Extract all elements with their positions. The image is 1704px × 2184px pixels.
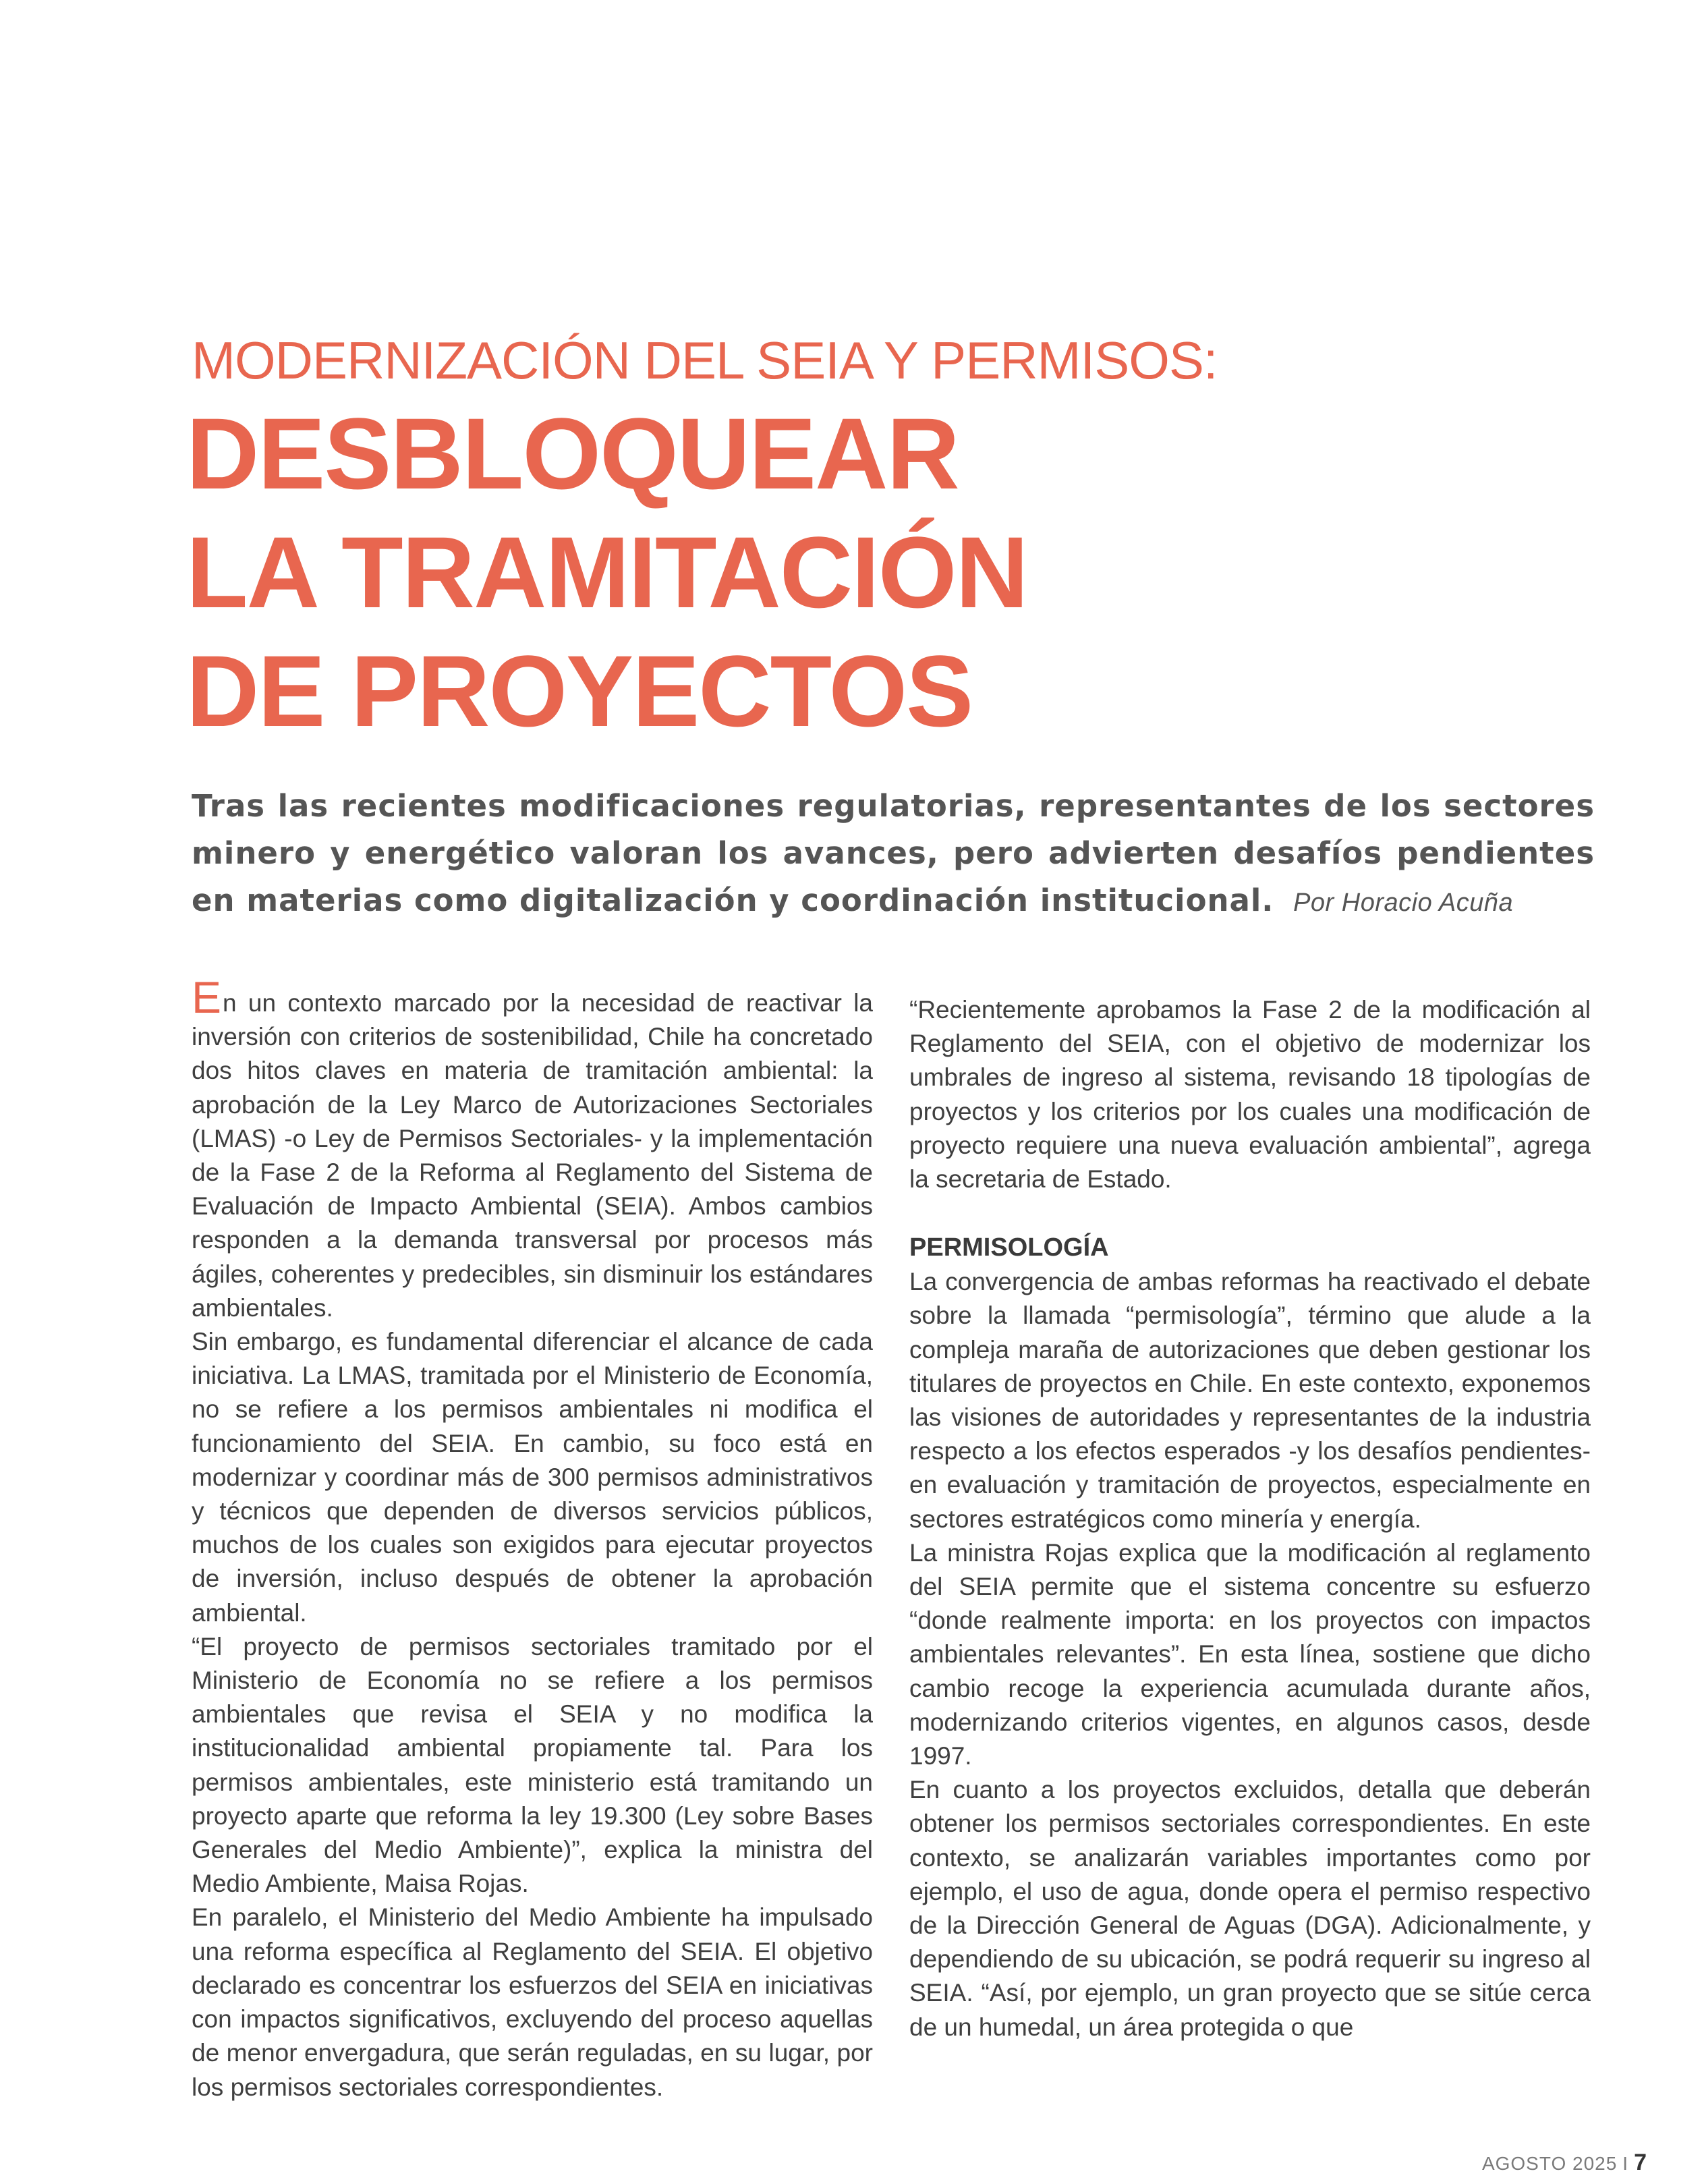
page-number: 7 xyxy=(1634,2150,1647,2175)
headline-line: DESBLOQUEAR xyxy=(186,397,959,510)
paragraph-text: n un contexto marcado por la necesidad de reactivar la inversión con criterios de sostenibilidad, Chile ha concretado dos hitos claves en materia de tramitación ambiental: la aprobación de la Ley Marco de Autorizaciones Sectoriales (LMAS) -o Ley de Permisos Sectoriales- y la implementación de la Fase 2 de la Reforma al Reglamento del Sistema de Evaluación de Impacto Ambiental (SEIA). Ambos cambios responden a la demanda transversal por procesos más ágiles, coherentes y predecibles, sin disminuir los estándares ambientales. xyxy=(192,989,873,1322)
headline-line: DE PROYECTOS xyxy=(186,634,973,748)
deck-text: Tras las recientes modificaciones regulatorias, representantes de los sectores minero y energético valoran los avances, pero advierten desafíos pendientes en materias como digitalización y coordinación institucional. xyxy=(192,788,1595,918)
body-paragraph: La convergencia de ambas reformas ha reactivado el debate sobre la llamada “permisología”, término que alude a la compleja maraña de autorizaciones que deben gestionar los titulares de proyectos en Chile. En este contexto, exponemos las visiones de autoridades y representantes de la industria respecto a los efectos esperados -y los desafíos pendientes- en evaluación y tramitación de proyectos, especialmente en sectores estratégicos como minería y energía. xyxy=(909,1268,1591,1533)
article-deck xyxy=(192,783,1595,926)
drop-cap: E xyxy=(192,972,222,1022)
article-kicker: MODERNIZACIÓN DEL SEIA Y PERMISOS: xyxy=(192,331,1218,390)
headline-line: LA TRAMITACIÓN xyxy=(186,515,1027,629)
left-column xyxy=(192,972,873,2104)
body-paragraph xyxy=(192,972,873,1325)
right-column xyxy=(909,993,1591,2044)
footer-separator: I xyxy=(1622,2153,1629,2174)
body-paragraph: Sin embargo, es fundamental diferenciar el alcance de cada iniciativa. La LMAS, tramitada por el Ministerio de Economía, no se refiere a los permisos ambientales ni modifica el funcionamiento del SEIA. En cambio, su foco está en modernizar y coordinar más de 300 permisos administrativos y técnicos que dependen de diversos servicios públicos, muchos de los cuales son exigidos para ejecutar proyectos de inversión, incluso después de obtener la aprobación ambiental. xyxy=(192,1328,873,1627)
body-paragraph: En paralelo, el Ministerio del Medio Ambiente ha impulsado una reforma específica al Reglamento del SEIA. El objetivo declarado es concentrar los esfuerzos del SEIA en iniciativas con impactos significativos, excluyendo del proceso aquellas de menor envergadura, que serán reguladas, en su lugar, por los permisos sectoriales correspondientes. xyxy=(192,1903,873,2101)
article-headline xyxy=(186,394,1603,750)
section-subhead: PERMISOLOGÍA xyxy=(909,1233,1109,1262)
body-paragraph: La ministra Rojas explica que la modificación al reglamento del SEIA permite que el sistema concentre su esfuerzo “donde realmente importa: en los proyectos con impactos ambientales relevantes”. En esta línea, sostiene que dicho cambio recoge la experiencia acumulada durante años, modernizando criterios vigentes, en algunos casos, desde 1997. xyxy=(909,1538,1591,1770)
byline: Por Horacio Acuña xyxy=(1293,889,1514,917)
body-paragraph: “El proyecto de permisos sectoriales tramitado por el Ministerio de Economía no se refiere a los permisos ambientales que revisa el SEIA y no modifica la institucionalidad ambiental propiamente tal. Para los permisos ambientales, este ministerio está tramitando un proyecto aparte que reforma la ley 19.300 (Ley sobre Bases Generales del Medio Ambiente)”, explica la ministra del Medio Ambiente, Maisa Rojas. xyxy=(192,1632,873,1898)
issue-date: AGOSTO 2025 xyxy=(1481,2153,1618,2174)
body-paragraph: En cuanto a los proyectos excluidos, detalla que deberán obtener los permisos sectoriales correspondientes. En este contexto, se analizarán variables importantes como por ejemplo, el uso de agua, donde opera el permiso respectivo de la Dirección General de Aguas (DGA). Adicionalmente, y dependiendo de su ubicación, se podrá requerir su ingreso al SEIA. “Así, por ejemplo, un gran proyecto que se sitúe cerca de un humedal, un área protegida o que xyxy=(909,1776,1591,2041)
body-paragraph: “Recientemente aprobamos la Fase 2 de la modificación al Reglamento del SEIA, con el objetivo de modernizar los umbrales de ingreso al sistema, revisando 18 tipologías de proyectos y los criterios por los cuales una modificación de proyecto requiere una nueva evaluación ambiental”, agrega la secretaria de Estado. xyxy=(909,996,1591,1194)
page-footer xyxy=(1482,2150,1647,2176)
